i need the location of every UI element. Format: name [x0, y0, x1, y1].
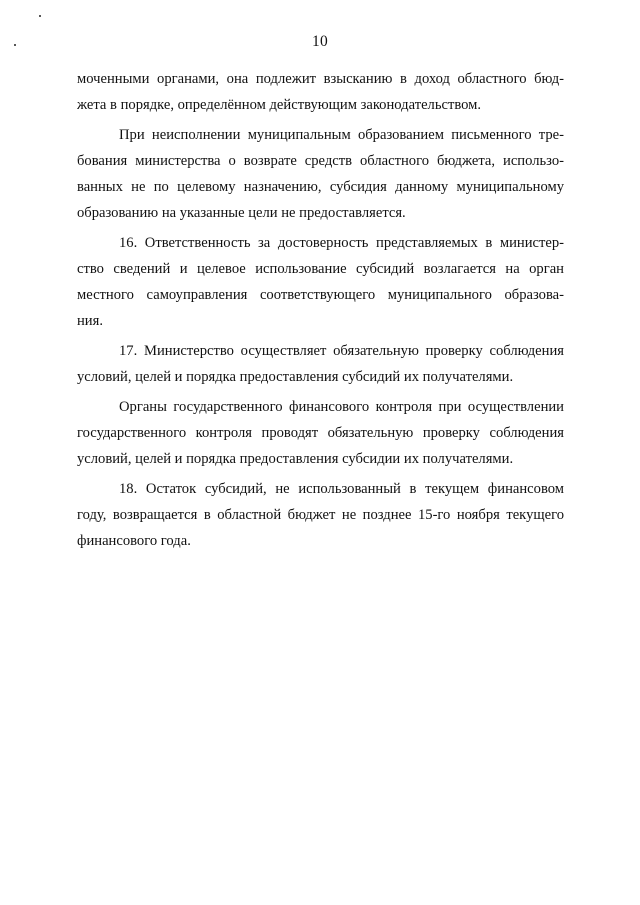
text-line: При неисполнении муниципальным образованием письменного тре- — [119, 127, 564, 143]
text-line: ванных не по целевому назначению, субсидия данному муниципальному — [77, 179, 564, 195]
paragraph-item-18 — [77, 476, 564, 554]
document-body — [77, 66, 564, 558]
text-line: образованию на указанные цели не предоставляется. — [77, 205, 406, 221]
text-line: условий, целей и порядка предоставления субсидий их получателями. — [77, 369, 514, 385]
text-line: бования министерства о возврате средств областного бюджета, использо- — [77, 153, 564, 169]
scan-speck — [39, 15, 41, 17]
text-line: ния. — [77, 313, 103, 329]
text-line: 16. Ответственность за достоверность представляемых в министер- — [119, 235, 564, 251]
paragraph-refund-requirement — [77, 122, 564, 226]
text-line: условий, целей и порядка предоставления субсидии их получателями. — [77, 451, 514, 467]
text-line: ство сведений и целевое использование субсидий возлагается на орган — [77, 261, 564, 277]
text-line: жета в порядке, определённом действующим законодательством. — [77, 97, 482, 113]
text-line: местного самоуправления соответствующего муниципального образова- — [77, 287, 564, 303]
paragraph-financial-control — [77, 394, 564, 472]
text-line: Органы государственного финансового контроля при осуществлении — [119, 399, 564, 415]
text-line: 18. Остаток субсидий, не использованный в текущем финансовом — [119, 481, 564, 497]
paragraph-item-16 — [77, 230, 564, 334]
text-line: 17. Министерство осуществляет обязательную проверку соблюдения — [119, 343, 564, 359]
paragraph-continuation — [77, 66, 564, 118]
paragraph-item-17 — [77, 338, 564, 390]
text-line: финансового года. — [77, 533, 191, 549]
page-number: 10 — [311, 33, 329, 50]
text-line: государственного контроля проводят обязательную проверку соблюдения — [77, 425, 564, 441]
text-line: году, возвращается в областной бюджет не позднее 15-го ноября текущего — [77, 507, 564, 523]
text-line: моченными органами, она подлежит взысканию в доход областного бюд- — [77, 71, 564, 87]
